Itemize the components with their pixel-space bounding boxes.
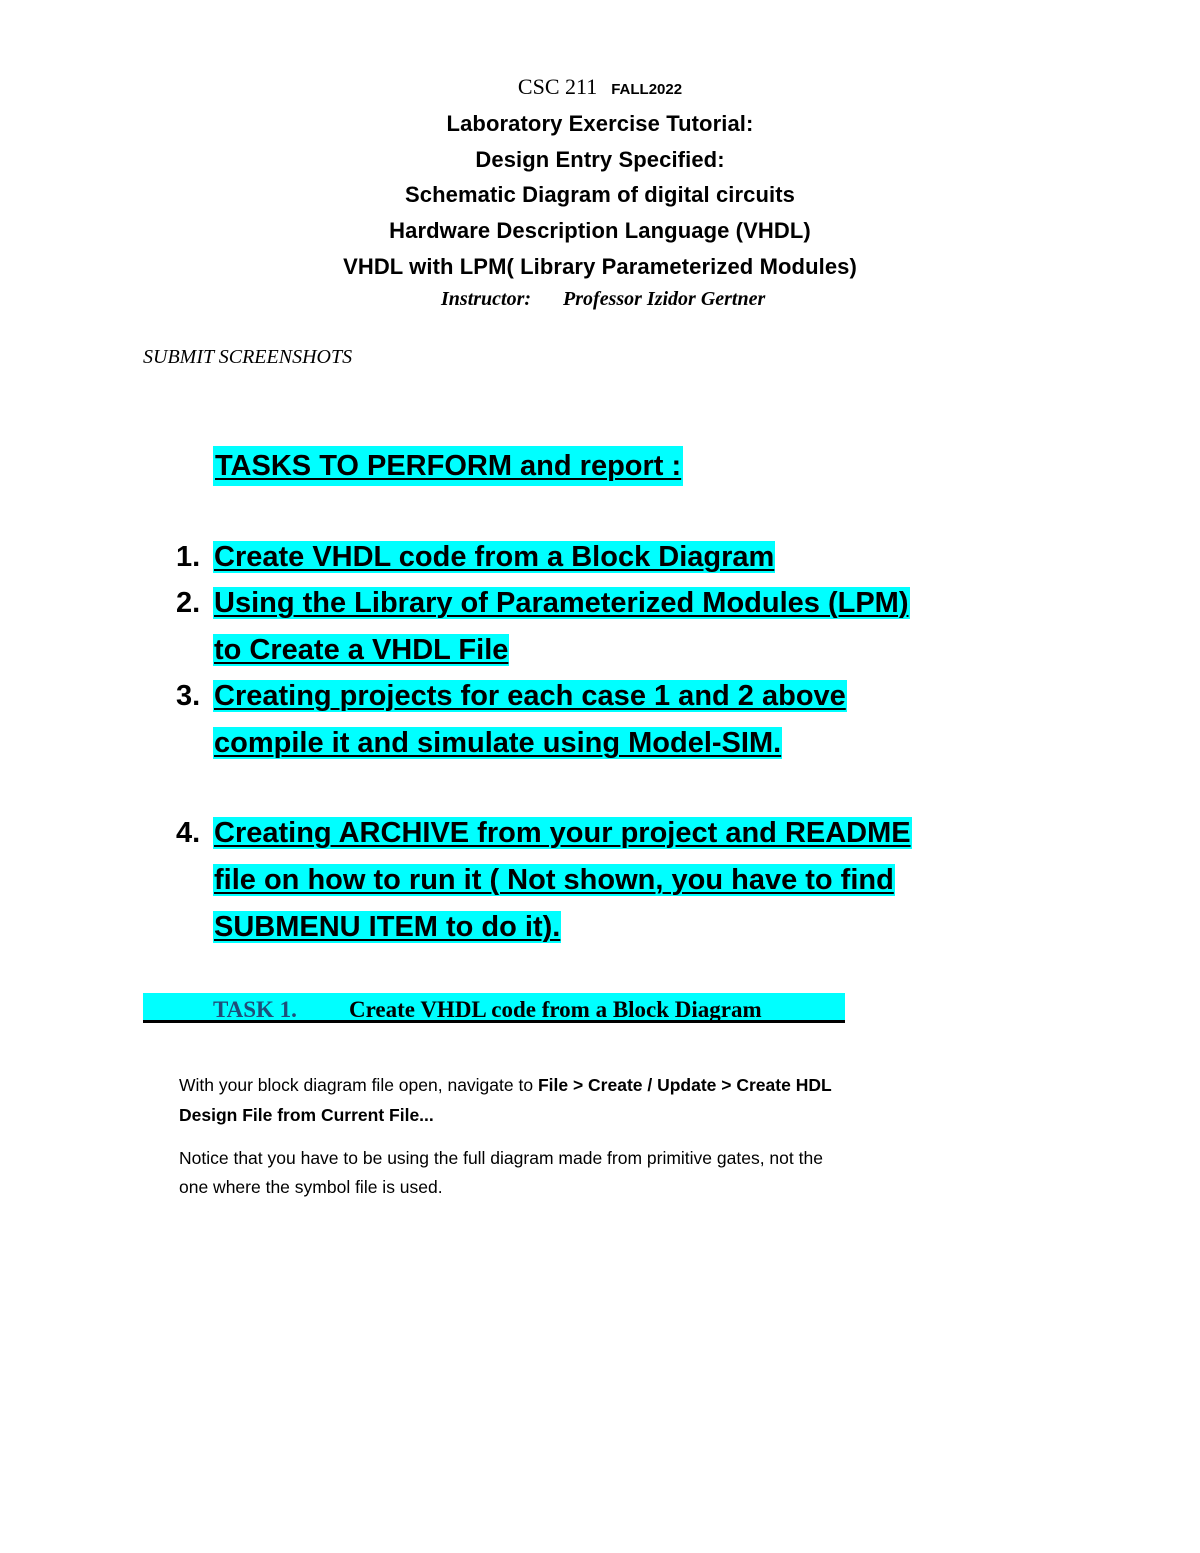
course-code: CSC 211 xyxy=(517,74,598,99)
task-number: 1. xyxy=(176,541,201,573)
task-list-item-4 xyxy=(176,810,912,951)
task-number: 2. xyxy=(176,587,201,619)
task-list-item-2 xyxy=(176,580,910,674)
course-term: FALL2022 xyxy=(611,81,683,98)
task-line: to Create a VHDL File xyxy=(214,634,509,666)
submit-note: SUBMIT SCREENSHOTS xyxy=(143,346,353,368)
tasks-heading: TASKS TO PERFORM and report : xyxy=(213,446,683,486)
instructor-name: Professor Izidor Gertner xyxy=(563,288,766,310)
notice-paragraph-line-1: Notice that you have to be using the full diagram made from primitive gates, not the xyxy=(179,1148,823,1168)
task-line: SUBMENU ITEM to do it). xyxy=(214,911,561,943)
task-number: 3. xyxy=(176,680,201,712)
title-line-4: Hardware Description Language (VHDL) xyxy=(389,218,811,243)
title-line-5: VHDL with LPM( Library Parameterized Modules) xyxy=(343,254,857,279)
instruction-paragraph-line-1 xyxy=(179,1075,832,1096)
instructor-label: Instructor: xyxy=(441,288,532,310)
title-line-1: Laboratory Exercise Tutorial: xyxy=(446,111,754,136)
task-number: 4. xyxy=(176,817,201,849)
task-line: file on how to run it ( Not shown, you have to find xyxy=(214,864,894,896)
task-line: Creating ARCHIVE from your project and README xyxy=(214,817,911,849)
task-line: Creating projects for each case 1 and 2 above xyxy=(214,680,846,712)
task1-title: Create VHDL code from a Block Diagram xyxy=(349,997,762,1022)
menu-path-continued: Design File from Current File... xyxy=(179,1105,434,1125)
instruction-paragraph-line-2 xyxy=(179,1105,434,1126)
notice-paragraph-line-2: one where the symbol file is used. xyxy=(179,1177,443,1197)
title-line-2: Design Entry Specified: xyxy=(475,147,725,172)
instruction-text: With your block diagram file open, navigate to xyxy=(179,1075,538,1095)
course-line xyxy=(0,74,1200,100)
task-line: Create VHDL code from a Block Diagram xyxy=(214,541,775,573)
task-line: compile it and simulate using Model-SIM. xyxy=(214,727,782,759)
title-line-3: Schematic Diagram of digital circuits xyxy=(404,182,796,207)
task-list-item-3 xyxy=(176,673,847,767)
task-line: Using the Library of Parameterized Modules (LPM) xyxy=(214,587,909,619)
task1-label: TASK 1. xyxy=(213,997,297,1022)
menu-path: File > Create / Update > Create HDL xyxy=(537,1075,832,1095)
instructor-line xyxy=(441,288,765,311)
task-list-item-1 xyxy=(176,534,775,581)
